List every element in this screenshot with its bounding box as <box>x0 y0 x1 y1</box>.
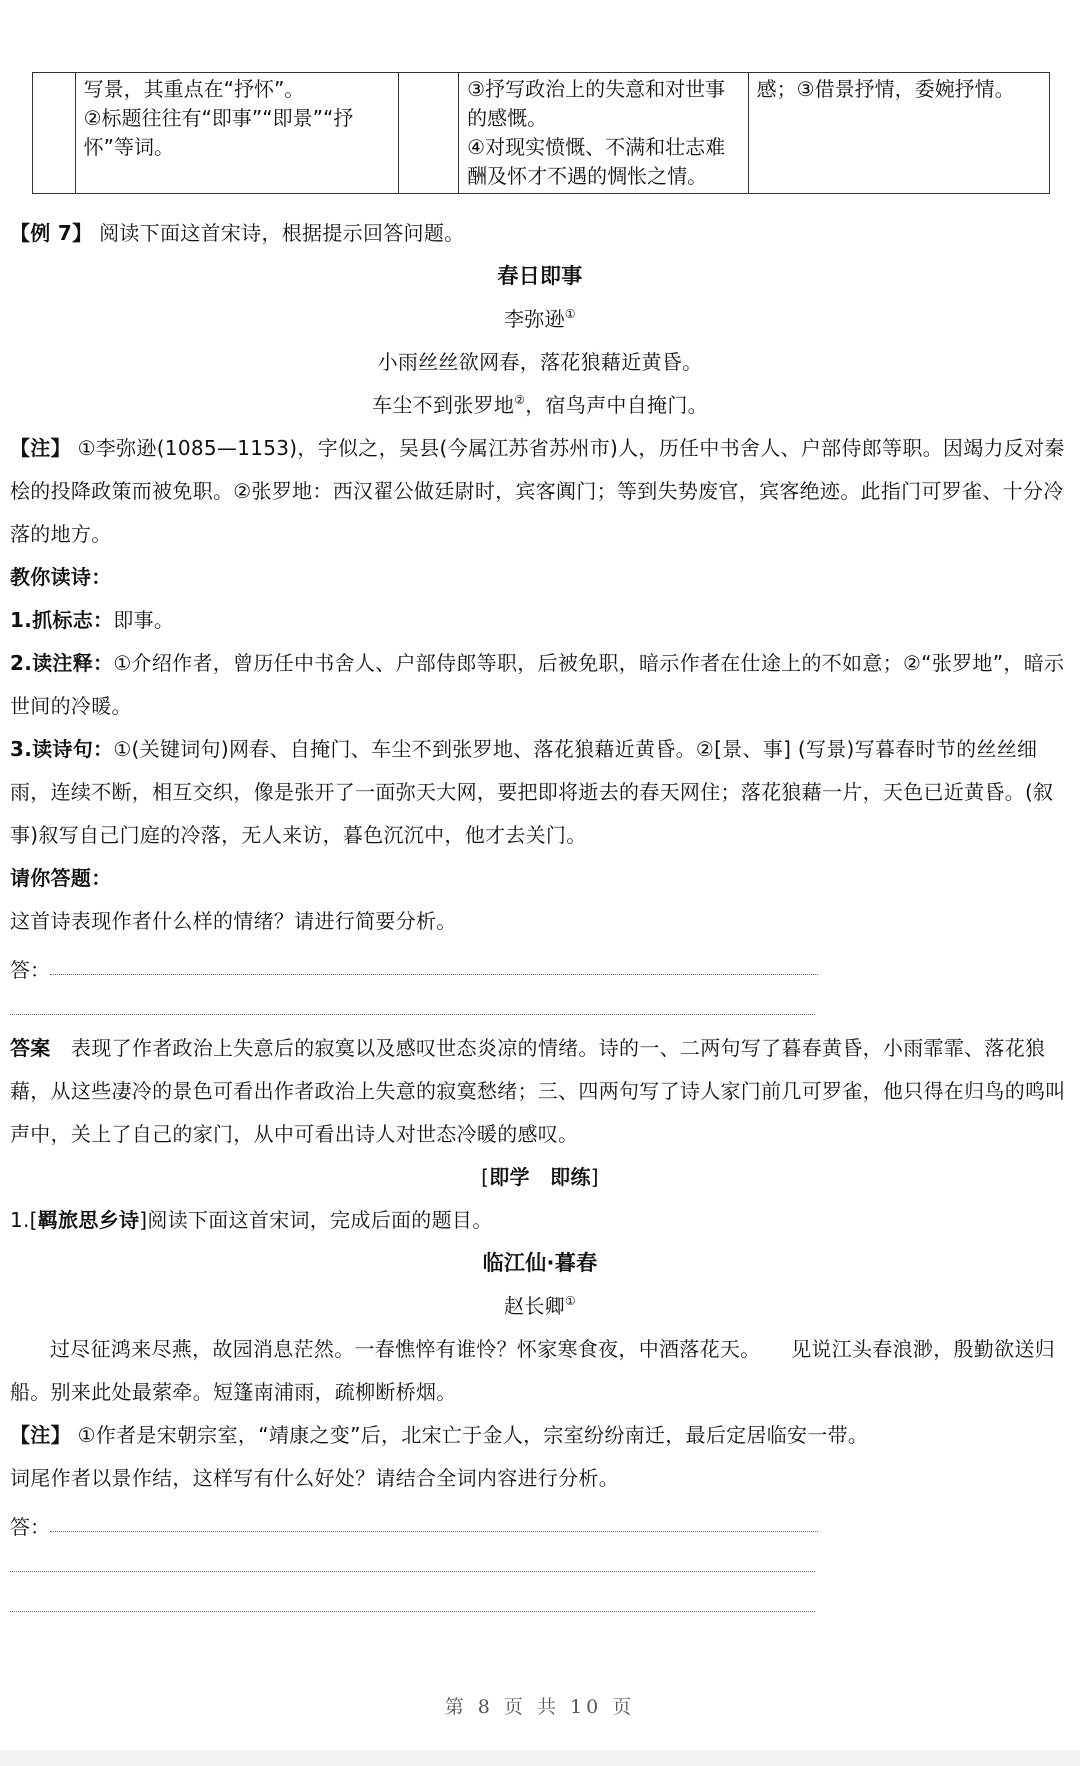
poem-author <box>10 298 1070 341</box>
step-label: 1.抓标志： <box>10 608 114 632</box>
step-text: ①介绍作者，曾历任中书舍人、户部侍郎等职，后被免职，暗示作者在仕途上的不如意；②“张罗地”，暗示世间的冷暖。 <box>10 651 1065 718</box>
page-footer: 第 8 页 共 10 页 <box>444 1696 636 1718</box>
answer-prefix: 答： <box>10 1515 50 1539</box>
cell-text: 感；③借景抒情，委婉抒情。 <box>756 77 1015 101</box>
note-text: ①作者是宋朝宗室，“靖康之变”后，北宋亡于金人，宗室纷纷南迁，最后定居临安一带。 <box>77 1423 869 1447</box>
cell-text: ④对现实愤慨、不满和壮志难酬及怀才不遇的惆怅之情。 <box>467 135 726 188</box>
answer-blank[interactable] <box>10 1014 815 1015</box>
step-text: ①(关键词句)网春、自掩门、车尘不到张罗地、落花狼藉近黄昏。②[景、事] (写景)写暮春时节的丝丝细雨，连续不断，相互交织，像是张开了一面弥天大网，要把即将逝去的春天网住；落花狼藉一片，天色已近黄昏。(叙事)叙写自己门庭的冷落，无人来访，暮色沉沉中，他才去关门。 <box>10 737 1054 847</box>
reading-step <box>10 642 1070 728</box>
step-label: 3.读诗句： <box>10 737 114 761</box>
cell-text: ②标题往往有“即事”“即景”“抒怀”等词。 <box>83 106 354 159</box>
cell-text: ③抒写政治上的失意和对世事的感慨。 <box>467 77 726 130</box>
answer-key <box>10 1027 1070 1156</box>
section-title-text: 即学 即练 <box>489 1165 591 1189</box>
footnote-mark: ② <box>514 393 526 407</box>
item-tag: 羁旅思乡诗 <box>37 1208 140 1232</box>
answer-prefix: 答： <box>10 958 50 982</box>
reading-step <box>10 599 1070 642</box>
answer-line[interactable] <box>10 1500 1070 1540</box>
question-text: 词尾作者以景作结，这样写有什么好处？请结合全词内容进行分析。 <box>10 1466 619 1490</box>
bracket: ] <box>590 1165 599 1189</box>
note-paragraph <box>10 1414 1070 1457</box>
poem-line <box>10 384 1070 427</box>
author-name: 赵长卿 <box>504 1294 565 1318</box>
answer-line[interactable] <box>10 1540 1070 1580</box>
page-content <box>10 72 1070 1620</box>
poem-author <box>10 1285 1070 1328</box>
answer-line[interactable] <box>10 983 1070 1023</box>
answer-blank[interactable] <box>10 1611 815 1612</box>
footnote-mark: ① <box>564 1294 576 1308</box>
step-label: 2.读注释： <box>10 651 114 675</box>
table-cell <box>748 73 1049 194</box>
table-cell <box>75 73 398 194</box>
note-text: ①李弥逊(1085—1153)，字似之，吴县(今属江苏省苏州市)人，历任中书舍人、户部侍郎等职。因竭力反对秦桧的投降政策而被免职。②张罗地：西汉翟公做廷尉时，宾客阗门；等到失势废官，宾客绝迹。此指门可罗雀、十分冷落的地方。 <box>10 436 1065 546</box>
example-label: 【例 7】 <box>10 221 93 245</box>
answer-line[interactable] <box>10 943 1070 983</box>
answer-blank[interactable] <box>50 974 818 975</box>
poem-title: 临江仙·暮春 <box>482 1251 598 1275</box>
teach-heading: 教你读诗： <box>10 565 112 589</box>
bracket: [ <box>481 1165 490 1189</box>
note-paragraph <box>10 427 1070 556</box>
example-prompt: 阅读下面这首宋诗，根据提示回答问题。 <box>99 221 465 245</box>
table-cell <box>33 73 76 194</box>
example-heading <box>10 212 1070 255</box>
reading-step <box>10 728 1070 857</box>
footnote-mark: ① <box>564 307 576 321</box>
table-cell <box>459 73 748 194</box>
practice-section-title <box>10 1156 1070 1199</box>
author-name: 李弥逊 <box>504 307 565 331</box>
item-number: 1.[ <box>10 1208 38 1232</box>
item-prompt: ]阅读下面这首宋词，完成后面的题目。 <box>139 1208 493 1232</box>
step-text: 即事。 <box>113 608 175 632</box>
poem-line-part: ，宿鸟声中自掩门。 <box>525 393 708 417</box>
method-table <box>32 72 1050 194</box>
table-cell <box>398 73 458 194</box>
answer-heading: 请你答题： <box>10 866 112 890</box>
key-text: 表现了作者政治上失意后的寂寞以及感叹世态炎凉的情绪。诗的一、二两句写了暮春黄昏，小雨霏霏、落花狼藉，从这些凄冷的景色可看出作者政治上失意的寂寞愁绪；三、四两句写了诗人家门前几可罗雀，他只得在归鸟的鸣叫声中，关上了自己的家门，从中可看出诗人对世态冷暖的感叹。 <box>10 1036 1066 1146</box>
answer-blank[interactable] <box>10 1571 815 1572</box>
poem-line-part: 车尘不到张罗地 <box>372 393 515 417</box>
question-text: 这首诗表现作者什么样的情绪？请进行简要分析。 <box>10 909 457 933</box>
answer-line[interactable] <box>10 1580 1070 1620</box>
poem-title: 春日即事 <box>497 264 583 288</box>
note-label: 【注】 <box>10 436 71 460</box>
practice-item <box>10 1199 1070 1242</box>
poem-body: 过尽征鸿来尽燕，故园消息茫然。一春憔悴有谁怜？怀家寒食夜，中酒落花天。 见说江头春浪渺，殷勤欲送归船。别来此处最萦牵。短篷南浦雨，疏柳断桥烟。 <box>10 1337 1055 1404</box>
answer-blank[interactable] <box>50 1531 818 1532</box>
key-label: 答案 <box>10 1036 51 1060</box>
cell-text: 写景，其重点在“抒怀”。 <box>83 77 305 101</box>
note-label: 【注】 <box>10 1423 71 1447</box>
poem-line: 小雨丝丝欲网春，落花狼藉近黄昏。 <box>377 350 703 374</box>
table-row <box>33 73 1050 194</box>
